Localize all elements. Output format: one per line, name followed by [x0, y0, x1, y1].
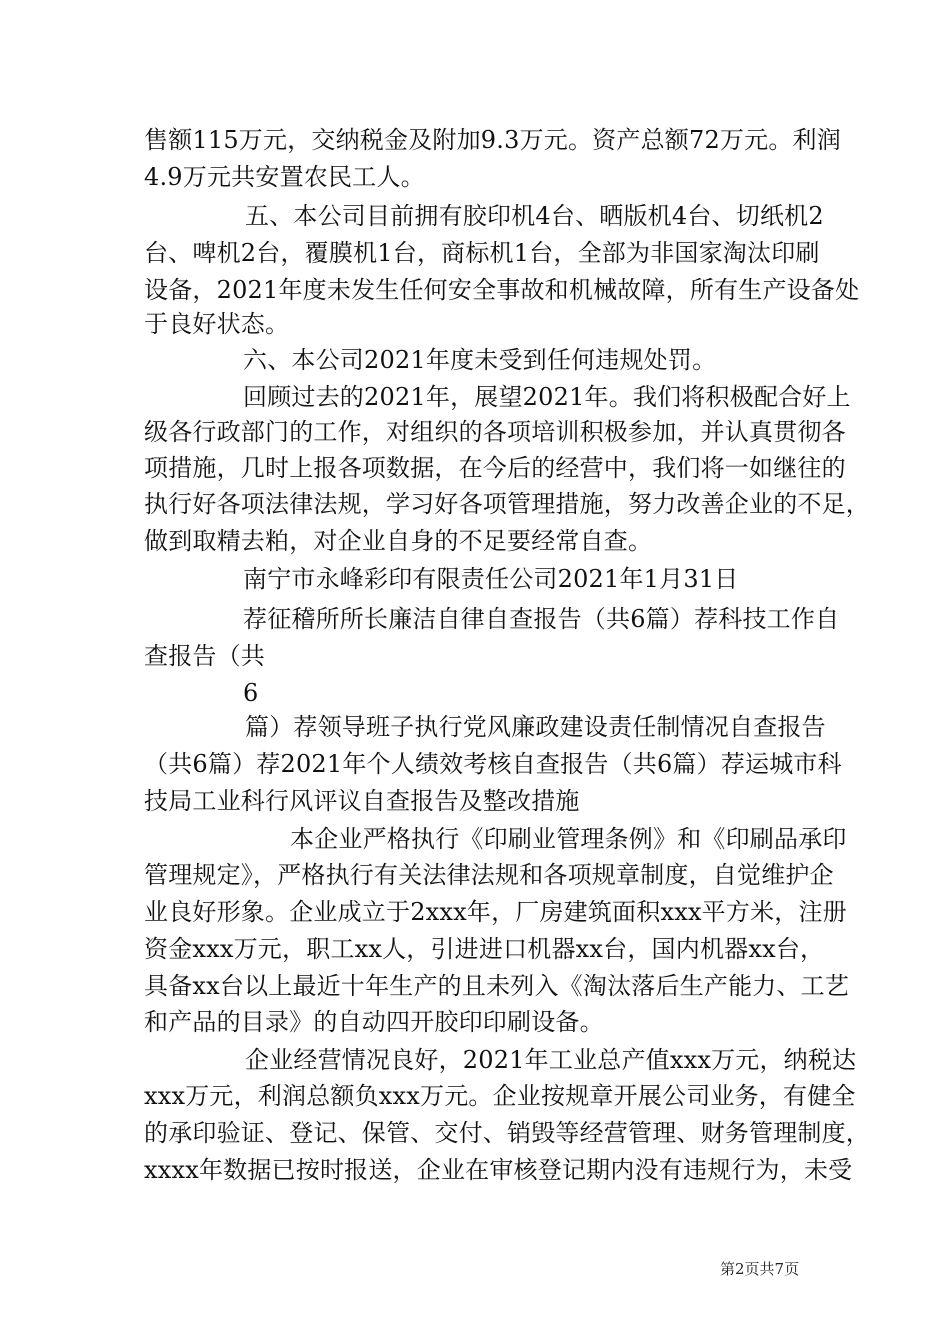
page-number-footer: 第2页共7页 [720, 1260, 800, 1278]
text-line-10: 项措施，几时上报各项数据，在今后的经营中，我们将一如继往的 [144, 454, 846, 482]
text-line-29: xxxx年数据已按时报送，企业在审核登记期内没有违规行为，未受 [144, 1156, 853, 1184]
text-line-11: 执行好各项法律法规，学习好各项管理措施，努力改善企业的不足， [144, 490, 870, 518]
text-line-6: 于良好状态。 [144, 310, 290, 338]
text-line-16: 6 [243, 679, 259, 707]
text-line-4: 台、啤机2台，覆膜机1台，商标机1台，全部为非国家淘汰印刷 [144, 239, 820, 267]
text-line-25: 和产品的目录》的自动四开胶印印刷设备。 [144, 1008, 604, 1036]
text-line-1: 售额115万元，交纳税金及附加9.3万元。资产总额72万元。利润 [144, 126, 841, 154]
signature-line: 南宁市永峰彩印有限责任公司2021年1月31日 [243, 565, 739, 593]
text-line-8: 回顾过去的2021年，展望2021年。我们将积极配合好上 [243, 383, 851, 411]
text-line-28: 的承印验证、登记、保管、交付、销毁等经营管理、财务管理制度， [144, 1119, 870, 1147]
text-line-24: 具备xx台以上最近十年生产的且未列入《淘汰落后生产能力、工艺 [144, 972, 850, 1000]
text-line-3: 五、本公司目前拥有胶印机4台、晒版机4台、切纸机2 [245, 202, 824, 230]
text-line-15: 查报告（共 [144, 642, 265, 670]
text-line-26: 企业经营情况良好，2021年工业总产值xxx万元，纳税达 [245, 1046, 857, 1074]
text-line-27: xxx万元，利润总额负xxx万元。企业按规章开展公司业务，有健全 [144, 1082, 856, 1110]
text-line-7: 六、本公司2021年度未受到任何违规处罚。 [243, 346, 717, 374]
text-line-14: 荐征稽所所长廉洁自律自查报告（共6篇）荐科技工作自 [243, 605, 840, 633]
text-line-22: 业良好形象。企业成立于2xxx年，厂房建筑面积xxx平方米，注册 [144, 898, 847, 926]
text-line-12: 做到取精去粕，对企业自身的不足要经常自查。 [144, 527, 653, 555]
text-line-20: 本企业严格执行《印刷业管理条例》和《印刷品承印 [290, 825, 847, 853]
text-line-5: 设备，2021年度未发生任何安全事故和机械故障，所有生产设备处 [144, 276, 860, 304]
text-line-21: 管理规定》，严格执行有关法律法规和各项规章制度，自觉维护企 [144, 861, 834, 889]
text-line-9: 级各行政部门的工作，对组织的各项培训积极参加，并认真贯彻各 [144, 418, 846, 446]
text-line-17: 篇）荐领导班子执行党风廉政建设责任制情况自查报告 [245, 713, 826, 741]
text-line-19: 技局工业科行风评议自查报告及整改措施 [144, 787, 580, 815]
text-line-23: 资金xxx万元，职工xx人，引进进口机器xx台，国内机器xx台， [144, 935, 825, 963]
text-line-18: （共6篇）荐2021年个人绩效考核自查报告（共6篇）荐运城市科 [144, 750, 842, 778]
text-line-2: 4.9万元共安置农民工人。 [144, 163, 425, 191]
